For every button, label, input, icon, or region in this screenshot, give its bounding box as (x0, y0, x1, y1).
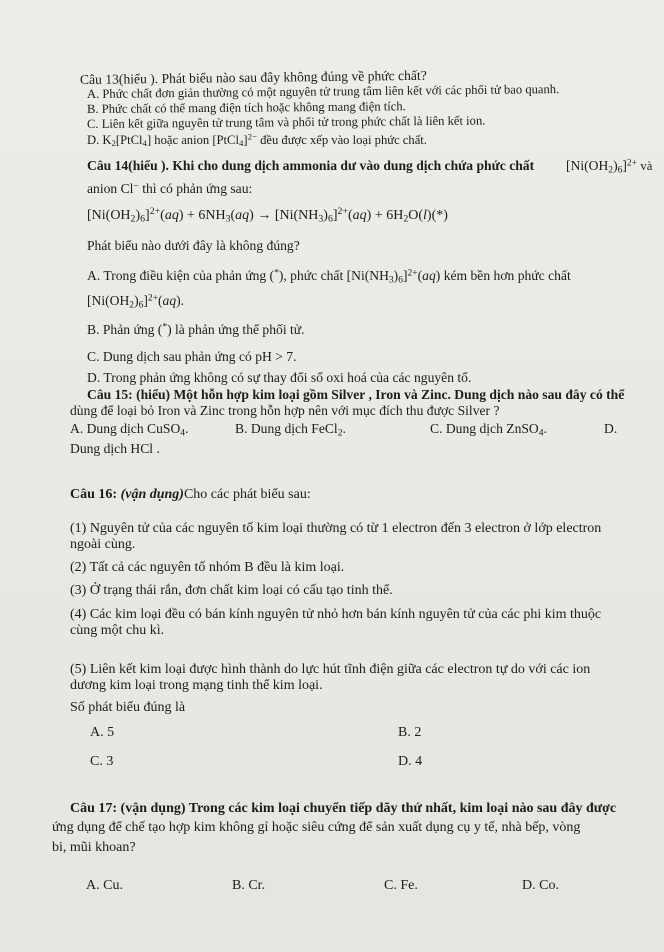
q17-option-a: A. Cu. (86, 878, 123, 893)
q14-option-b: B. Phản ứng (*) là phản ứng thế phối tử. (87, 322, 305, 337)
q13-option-a: A. Phức chất đơn giản thường có một nguyên tử trung tâm liên kết với các phối tử bao quanh. (86, 82, 560, 101)
q13-option-b: B. Phức chất có thể mang điện tích hoặc không mang điện tích. (86, 99, 406, 116)
q16-option-b: B. 2 (398, 725, 422, 740)
q16-option-c: C. 3 (90, 754, 114, 769)
q15-stem: Câu 15: (hiểu) Một hỗn hợp kim loại gồm Silver , Iron và Zinc. Dung dịch nào sau đây có thể (87, 387, 625, 402)
q14-option-a-cont: $[Ni(OH_2)_6]^{2+}(aq)$. (87, 293, 185, 311)
q14-stem: Câu 14(hiểu ). Khi cho dung dịch ammonia dư vào dung dịch chứa phức chất (87, 158, 535, 173)
q16-statement-5: (5) Liên kết kim loại được hình thành do lực hút tĩnh điện giữa các electron tự do với các ion (70, 662, 591, 677)
q14-option-d: D. Trong phản ứng không có sự thay đổi số oxi hoá của các nguyên tố. (87, 370, 472, 385)
q14-complex-formula: $[Ni(OH_2)_6]^{2+}$ và (566, 158, 653, 176)
q14-question: Phát biểu nào dưới đây là không đúng? (87, 238, 300, 253)
q14-option-c: C. Dung dịch sau phản ứng có pH > 7. (87, 349, 297, 364)
q14-option-a: A. Trong điều kiện của phản ứng (*), phức chất $[Ni(NH_3)_6]^{2+}(aq)$ kém bền hơn phức chất (87, 268, 571, 286)
q15-option-c: C. Dung dịch ZnSO$_4$. (430, 421, 547, 439)
q16-option-d: D. 4 (398, 754, 423, 769)
q16-stem: Câu 16: (vận dụng)Cho các phát biểu sau: (70, 487, 311, 502)
q17-option-c: C. Fe. (384, 878, 418, 893)
q15-option-b: B. Dung dịch FeCl$_2$. (235, 421, 346, 439)
q16-statement-4-cont: cùng một chu kì. (70, 623, 165, 638)
q15-option-d: D. (604, 421, 618, 436)
q17-stem-line3: bi, mũi khoan? (52, 840, 136, 855)
q17-stem-line2: ứng dụng để chế tạo hợp kim không gỉ hoặc siêu cứng để sản xuất dụng cụ y tế, nhà bếp, vòng (52, 820, 581, 835)
q16-statement-3: (3) Ở trạng thái rắn, đơn chất kim loại có cấu tạo tinh thể. (70, 583, 393, 598)
q16-statement-2: (2) Tất cả các nguyên tố nhóm B đều là kim loại. (70, 560, 345, 575)
formula-ptcl4-anion: [PtCl$_4$]$^{2-}$ (212, 131, 257, 149)
q16-count-prompt: Số phát biểu đúng là (70, 700, 186, 715)
q16-statement-1-cont: ngoài cùng. (70, 537, 136, 552)
q14-reaction-equation: $[Ni(OH_2)_6]^{2+}(aq) + 6NH_3(aq) \to [Ni(NH_3)_6]^{2+}(aq) + 6H_2O(l)(*)$ (87, 206, 448, 225)
q16-statement-4: (4) Các kim loại đều có bán kính nguyên tử nhỏ hơn bán kính nguyên tử của các phi kim thuộc (70, 607, 602, 622)
q15-stem-line2: dùng để loại bỏ Iron và Zinc trong hỗn hợp nên với mục đích thu được Silver ? (70, 403, 500, 418)
q13-stem: Câu 13(hiểu ). Phát biểu nào sau đây không đúng về phức chất? (79, 67, 427, 87)
formula-k2ptcl4: $K_2[PtCl_4]$ (102, 133, 152, 149)
q13-option-c: C. Liên kết giữa nguyên tử trung tâm và phối tử trong phức chất là liên kết ion. (86, 113, 486, 131)
q16-statement-1: (1) Nguyên tử của các nguyên tố kim loại thường có từ 1 electron đến 3 electron ở lớp electron (70, 521, 602, 536)
q15-option-d-cont: Dung dịch HCl . (70, 441, 160, 456)
q14-stem-line2: anion Cl− thì có phản ứng sau: (87, 181, 253, 196)
q16-option-a: A. 5 (90, 725, 115, 740)
q17-option-b: B. Cr. (232, 878, 266, 893)
q16-statement-5-cont: dương kim loại trong mạng tinh thể kim loại. (70, 678, 323, 693)
q17-stem: Câu 17: (vận dụng) Trong các kim loại chuyển tiếp dãy thứ nhất, kim loại nào sau đây được (70, 801, 617, 816)
q15-option-a: A. Dung dịch CuSO$_4$. (70, 421, 189, 439)
q17-option-d: D. Co. (522, 878, 559, 893)
q13-option-d: D. $K_2[PtCl_4]$ hoặc anion [PtCl$_4$]$^{2-}$ đều được xếp vào loại phức chất. (87, 131, 427, 149)
